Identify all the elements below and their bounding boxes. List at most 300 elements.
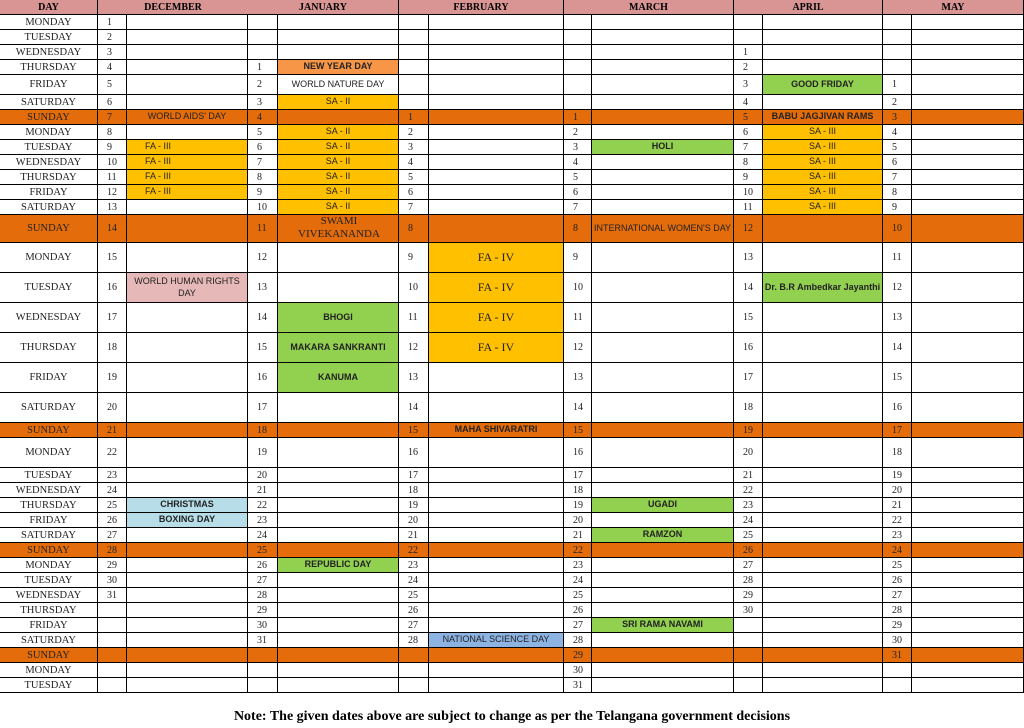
apr-event: SA - III (763, 185, 883, 200)
calendar-row (0, 110, 1024, 125)
may-date: 8 (883, 185, 912, 200)
dec-date: 30 (98, 573, 127, 588)
day-label: THURSDAY (0, 333, 98, 363)
calendar-row (0, 513, 1024, 528)
jan-date: 19 (248, 438, 278, 468)
day-label: SUNDAY (0, 543, 98, 558)
feb-date (399, 60, 429, 75)
jan-date: 30 (248, 618, 278, 633)
day-label: THURSDAY (0, 498, 98, 513)
dec-event-empty (127, 678, 248, 693)
calendar-row (0, 558, 1024, 573)
may-event-empty (912, 543, 1024, 558)
apr-event-empty (763, 588, 883, 603)
day-label: SATURDAY (0, 633, 98, 648)
feb-event-empty (429, 588, 564, 603)
mar-date: 5 (564, 170, 592, 185)
feb-event-empty (429, 170, 564, 185)
jan-event: SA - II (278, 200, 399, 215)
mar-event-empty (592, 45, 734, 60)
day-label: TUESDAY (0, 30, 98, 45)
dec-event: FA - III (127, 155, 248, 170)
may-date: 18 (883, 438, 912, 468)
feb-date: 13 (399, 363, 429, 393)
mar-event-empty (592, 558, 734, 573)
day-label: SATURDAY (0, 200, 98, 215)
jan-event-empty (278, 678, 399, 693)
may-event-empty (912, 110, 1024, 125)
header-day: DAY (0, 0, 98, 15)
feb-event-empty (429, 663, 564, 678)
jan-date: 17 (248, 393, 278, 423)
day-label: MONDAY (0, 663, 98, 678)
may-date: 29 (883, 618, 912, 633)
may-date (883, 15, 912, 30)
may-event-empty (912, 558, 1024, 573)
dec-date: 22 (98, 438, 127, 468)
feb-date: 20 (399, 513, 429, 528)
feb-date: 17 (399, 468, 429, 483)
dec-event-empty (127, 618, 248, 633)
apr-date: 22 (734, 483, 763, 498)
may-date: 2 (883, 95, 912, 110)
apr-date: 29 (734, 588, 763, 603)
calendar-row (0, 678, 1024, 693)
calendar-row (0, 45, 1024, 60)
dec-date: 3 (98, 45, 127, 60)
apr-date: 23 (734, 498, 763, 513)
feb-event-empty (429, 200, 564, 215)
feb-date: 18 (399, 483, 429, 498)
feb-date (399, 30, 429, 45)
mar-date: 7 (564, 200, 592, 215)
day-label: WEDNESDAY (0, 45, 98, 60)
mar-date: 11 (564, 303, 592, 333)
jan-event-empty (278, 603, 399, 618)
day-label: MONDAY (0, 558, 98, 573)
may-date: 6 (883, 155, 912, 170)
dec-date: 13 (98, 200, 127, 215)
jan-event-empty (278, 110, 399, 125)
jan-date: 28 (248, 588, 278, 603)
mar-date: 8 (564, 215, 592, 243)
jan-event: NEW YEAR DAY (278, 60, 399, 75)
jan-date (248, 678, 278, 693)
header-march: MARCH (564, 0, 734, 15)
dec-event-empty (127, 30, 248, 45)
dec-event-empty (127, 393, 248, 423)
jan-date: 23 (248, 513, 278, 528)
apr-event-empty (763, 423, 883, 438)
may-date: 17 (883, 423, 912, 438)
jan-event-empty (278, 648, 399, 663)
day-label: TUESDAY (0, 273, 98, 303)
dec-event: WORLD AIDS' DAY (127, 110, 248, 125)
may-date (883, 663, 912, 678)
dec-date: 18 (98, 333, 127, 363)
jan-date: 24 (248, 528, 278, 543)
may-date: 7 (883, 170, 912, 185)
apr-date: 3 (734, 75, 763, 95)
calendar-row (0, 633, 1024, 648)
calendar-row (0, 498, 1024, 513)
feb-date: 11 (399, 303, 429, 333)
jan-event: SA - II (278, 140, 399, 155)
may-event-empty (912, 513, 1024, 528)
may-event-empty (912, 648, 1024, 663)
day-label: FRIDAY (0, 363, 98, 393)
mar-date: 24 (564, 573, 592, 588)
mar-date: 23 (564, 558, 592, 573)
may-date: 19 (883, 468, 912, 483)
may-date: 20 (883, 483, 912, 498)
feb-event: FA - IV (429, 333, 564, 363)
jan-event-empty (278, 273, 399, 303)
may-event-empty (912, 215, 1024, 243)
dec-date (98, 618, 127, 633)
day-label: TUESDAY (0, 468, 98, 483)
calendar-row (0, 528, 1024, 543)
mar-event-empty (592, 95, 734, 110)
jan-date: 1 (248, 60, 278, 75)
apr-event-empty (763, 393, 883, 423)
may-event-empty (912, 75, 1024, 95)
dec-event-empty (127, 333, 248, 363)
feb-event: FA - IV (429, 243, 564, 273)
may-event-empty (912, 528, 1024, 543)
may-date: 28 (883, 603, 912, 618)
apr-event-empty (763, 95, 883, 110)
jan-event-empty (278, 243, 399, 273)
mar-date: 1 (564, 110, 592, 125)
calendar-row (0, 603, 1024, 618)
day-label: FRIDAY (0, 618, 98, 633)
dec-date: 23 (98, 468, 127, 483)
may-event-empty (912, 333, 1024, 363)
mar-date (564, 75, 592, 95)
mar-event: SRI RAMA NAVAMI (592, 618, 734, 633)
apr-event-empty (763, 648, 883, 663)
dec-date: 14 (98, 215, 127, 243)
dec-event: WORLD HUMAN RIGHTS DAY (127, 273, 248, 303)
apr-event-empty (763, 678, 883, 693)
mar-event: UGADI (592, 498, 734, 513)
feb-date: 8 (399, 215, 429, 243)
feb-date: 15 (399, 423, 429, 438)
may-date (883, 678, 912, 693)
may-event-empty (912, 95, 1024, 110)
jan-event-empty (278, 15, 399, 30)
feb-date (399, 663, 429, 678)
day-label: SUNDAY (0, 648, 98, 663)
apr-event-empty (763, 45, 883, 60)
mar-event-empty (592, 60, 734, 75)
jan-date (248, 15, 278, 30)
jan-date (248, 663, 278, 678)
feb-date: 12 (399, 333, 429, 363)
mar-date: 10 (564, 273, 592, 303)
jan-date: 9 (248, 185, 278, 200)
mar-event-empty (592, 125, 734, 140)
apr-date: 21 (734, 468, 763, 483)
feb-date (399, 75, 429, 95)
feb-date (399, 45, 429, 60)
dec-event-empty (127, 95, 248, 110)
header-may: MAY (883, 0, 1024, 15)
calendar-row (0, 170, 1024, 185)
feb-date: 3 (399, 140, 429, 155)
mar-event: INTERNATIONAL WOMEN'S DAY (592, 215, 734, 243)
mar-event-empty (592, 633, 734, 648)
jan-event: SA - II (278, 155, 399, 170)
feb-event-empty (429, 438, 564, 468)
mar-date (564, 95, 592, 110)
apr-date: 19 (734, 423, 763, 438)
mar-event-empty (592, 438, 734, 468)
apr-event-empty (763, 333, 883, 363)
apr-date: 30 (734, 603, 763, 618)
day-label: SATURDAY (0, 95, 98, 110)
calendar-row (0, 125, 1024, 140)
mar-event-empty (592, 573, 734, 588)
dec-event: BOXING DAY (127, 513, 248, 528)
feb-event-empty (429, 30, 564, 45)
mar-date: 22 (564, 543, 592, 558)
mar-date: 14 (564, 393, 592, 423)
mar-event-empty (592, 273, 734, 303)
feb-date: 24 (399, 573, 429, 588)
mar-date: 3 (564, 140, 592, 155)
day-label: THURSDAY (0, 603, 98, 618)
may-event-empty (912, 140, 1024, 155)
feb-date: 5 (399, 170, 429, 185)
dec-date: 15 (98, 243, 127, 273)
feb-date: 21 (399, 528, 429, 543)
mar-event-empty (592, 513, 734, 528)
jan-date: 14 (248, 303, 278, 333)
may-event-empty (912, 633, 1024, 648)
may-date: 22 (883, 513, 912, 528)
day-label: MONDAY (0, 243, 98, 273)
apr-date: 8 (734, 155, 763, 170)
feb-date (399, 678, 429, 693)
jan-date (248, 30, 278, 45)
jan-date: 7 (248, 155, 278, 170)
apr-date: 24 (734, 513, 763, 528)
day-label: TUESDAY (0, 573, 98, 588)
may-event-empty (912, 423, 1024, 438)
jan-date: 12 (248, 243, 278, 273)
jan-event-empty (278, 513, 399, 528)
feb-event-empty (429, 648, 564, 663)
mar-date: 19 (564, 498, 592, 513)
calendar-row (0, 200, 1024, 215)
dec-date (98, 633, 127, 648)
dec-date: 12 (98, 185, 127, 200)
may-event-empty (912, 30, 1024, 45)
may-date: 11 (883, 243, 912, 273)
dec-event-empty (127, 648, 248, 663)
calendar-row (0, 75, 1024, 95)
mar-event-empty (592, 333, 734, 363)
calendar-row (0, 60, 1024, 75)
header-february: FEBRUARY (399, 0, 564, 15)
calendar-row (0, 543, 1024, 558)
apr-date (734, 633, 763, 648)
mar-event-empty (592, 200, 734, 215)
feb-event: MAHA SHIVARATRI (429, 423, 564, 438)
feb-date: 19 (399, 498, 429, 513)
calendar-row (0, 618, 1024, 633)
jan-event-empty (278, 393, 399, 423)
mar-date (564, 60, 592, 75)
mar-event-empty (592, 468, 734, 483)
mar-date: 4 (564, 155, 592, 170)
apr-date: 10 (734, 185, 763, 200)
may-date: 4 (883, 125, 912, 140)
feb-event: FA - IV (429, 303, 564, 333)
may-date: 30 (883, 633, 912, 648)
may-date: 15 (883, 363, 912, 393)
apr-event: SA - III (763, 125, 883, 140)
day-label: SUNDAY (0, 215, 98, 243)
day-label: FRIDAY (0, 513, 98, 528)
day-label: WEDNESDAY (0, 303, 98, 333)
feb-event-empty (429, 483, 564, 498)
mar-date: 29 (564, 648, 592, 663)
may-date: 27 (883, 588, 912, 603)
mar-event-empty (592, 363, 734, 393)
apr-date: 27 (734, 558, 763, 573)
apr-event-empty (763, 573, 883, 588)
jan-event-empty (278, 423, 399, 438)
day-label: SATURDAY (0, 528, 98, 543)
apr-date: 26 (734, 543, 763, 558)
calendar-row (0, 438, 1024, 468)
dec-event-empty (127, 483, 248, 498)
dec-event-empty (127, 125, 248, 140)
calendar-row (0, 363, 1024, 393)
feb-event-empty (429, 468, 564, 483)
dec-date: 27 (98, 528, 127, 543)
may-event-empty (912, 243, 1024, 273)
jan-date: 5 (248, 125, 278, 140)
feb-date: 28 (399, 633, 429, 648)
may-event-empty (912, 573, 1024, 588)
day-label: WEDNESDAY (0, 155, 98, 170)
dec-date: 26 (98, 513, 127, 528)
apr-date: 5 (734, 110, 763, 125)
mar-date: 21 (564, 528, 592, 543)
jan-date: 13 (248, 273, 278, 303)
dec-event-empty (127, 633, 248, 648)
mar-date: 9 (564, 243, 592, 273)
calendar-row (0, 663, 1024, 678)
mar-event-empty (592, 15, 734, 30)
dec-event-empty (127, 543, 248, 558)
jan-event-empty (278, 633, 399, 648)
jan-date: 29 (248, 603, 278, 618)
may-date (883, 30, 912, 45)
jan-event-empty (278, 498, 399, 513)
feb-date: 4 (399, 155, 429, 170)
jan-event: BHOGI (278, 303, 399, 333)
feb-event-empty (429, 618, 564, 633)
may-event-empty (912, 663, 1024, 678)
may-event-empty (912, 155, 1024, 170)
mar-date (564, 45, 592, 60)
dec-event: CHRISTMAS (127, 498, 248, 513)
header-january: JANUARY (248, 0, 399, 15)
feb-date: 27 (399, 618, 429, 633)
apr-event-empty (763, 618, 883, 633)
feb-date: 22 (399, 543, 429, 558)
mar-event-empty (592, 303, 734, 333)
mar-date: 20 (564, 513, 592, 528)
mar-date: 25 (564, 588, 592, 603)
dec-date: 6 (98, 95, 127, 110)
may-event-empty (912, 588, 1024, 603)
feb-event-empty (429, 140, 564, 155)
dec-date: 24 (98, 483, 127, 498)
jan-event: SA - II (278, 170, 399, 185)
feb-date: 26 (399, 603, 429, 618)
may-date: 24 (883, 543, 912, 558)
mar-date: 18 (564, 483, 592, 498)
apr-event-empty (763, 528, 883, 543)
feb-event: NATIONAL SCIENCE DAY (429, 633, 564, 648)
apr-event-empty (763, 15, 883, 30)
jan-date: 15 (248, 333, 278, 363)
dec-date: 16 (98, 273, 127, 303)
apr-event-empty (763, 663, 883, 678)
dec-date: 29 (98, 558, 127, 573)
mar-event-empty (592, 483, 734, 498)
dec-date (98, 648, 127, 663)
jan-date: 11 (248, 215, 278, 243)
apr-event-empty (763, 30, 883, 45)
mar-date: 2 (564, 125, 592, 140)
apr-event-empty (763, 468, 883, 483)
may-event-empty (912, 498, 1024, 513)
may-date: 16 (883, 393, 912, 423)
mar-event-empty (592, 663, 734, 678)
day-label: FRIDAY (0, 185, 98, 200)
jan-date (248, 45, 278, 60)
apr-date: 7 (734, 140, 763, 155)
may-date: 9 (883, 200, 912, 215)
day-label: WEDNESDAY (0, 483, 98, 498)
feb-event-empty (429, 125, 564, 140)
feb-event-empty (429, 185, 564, 200)
calendar-row (0, 15, 1024, 30)
apr-event-empty (763, 438, 883, 468)
jan-event-empty (278, 618, 399, 633)
dec-date: 28 (98, 543, 127, 558)
mar-date: 31 (564, 678, 592, 693)
calendar-row (0, 588, 1024, 603)
feb-event-empty (429, 393, 564, 423)
day-label: SATURDAY (0, 393, 98, 423)
header-april: APRIL (734, 0, 883, 15)
jan-date: 25 (248, 543, 278, 558)
feb-date: 10 (399, 273, 429, 303)
day-label: THURSDAY (0, 170, 98, 185)
mar-event-empty (592, 170, 734, 185)
jan-date: 4 (248, 110, 278, 125)
day-label: MONDAY (0, 438, 98, 468)
dec-date: 21 (98, 423, 127, 438)
